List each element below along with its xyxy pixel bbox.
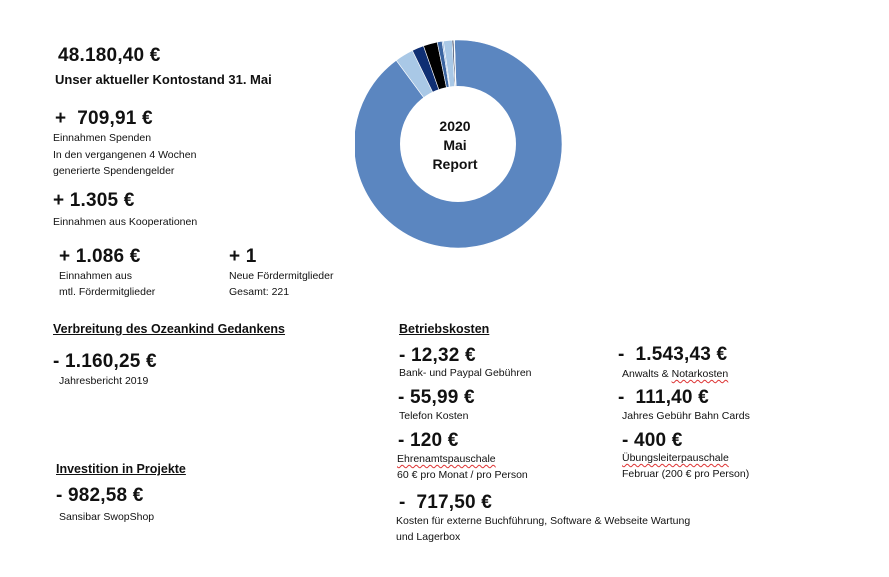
telefon-amount: - 55,99 €	[398, 387, 475, 408]
report-title: Report	[432, 156, 478, 172]
telefon-label: Telefon Kosten	[399, 410, 469, 422]
kooperationen-amount: + 1.305 €	[53, 190, 135, 211]
anwalt-amount: - 1.543,43 €	[618, 344, 728, 365]
bahn-label: Jahres Gebühr Bahn Cards	[622, 410, 750, 422]
bahn-amount: - 111,40 €	[618, 387, 709, 408]
verbreitung-amount: - 1.160,25 €	[53, 351, 157, 372]
foerdermitglieder-neu-label-2: Gesamt: 221	[229, 286, 290, 298]
investition-label: Sansibar SwopShop	[59, 511, 155, 523]
ehrenamt-label: Ehrenamtspauschale	[397, 453, 496, 465]
uebungsleiter-amount: - 400 €	[622, 430, 683, 451]
extern-label-1: Kosten für externe Buchführung, Software & Webseite Wartung	[396, 515, 691, 527]
verbreitung-label: Jahresbericht 2019	[59, 375, 149, 387]
kontostand-label: Unser aktueller Kontostand 31. Mai	[55, 72, 272, 87]
bank-amount: - 12,32 €	[399, 345, 476, 366]
spenden-note-2: generierte Spendengelder	[53, 165, 175, 177]
spenden-amount: + 709,91 €	[55, 108, 153, 129]
foerdermitglieder-einnahmen-label-1: Einnahmen aus	[59, 270, 132, 282]
report-month: Mai	[443, 137, 467, 153]
spenden-note-1: In den vergangenen 4 Wochen	[53, 149, 197, 161]
uebungsleiter-label: Übungsleiterpauschale	[622, 452, 729, 464]
report-donut-chart	[355, 33, 577, 255]
ehrenamt-amount: - 120 €	[398, 430, 459, 451]
anwalt-label-part-1: Anwalts &	[622, 368, 672, 380]
ehrenamt-note: 60 € pro Monat / pro Person	[397, 469, 528, 481]
foerdermitglieder-neu-label-1: Neue Fördermitglieder	[229, 270, 334, 282]
anwalt-label	[622, 366, 728, 382]
anwalt-label-part-2: Notarkosten	[671, 368, 729, 380]
foerdermitglieder-einnahmen-amount: + 1.086 €	[59, 246, 141, 267]
spenden-label: Einnahmen Spenden	[53, 132, 152, 144]
extern-amount: - 717,50 €	[399, 492, 493, 513]
extern-label-2: und Lagerbox	[396, 531, 461, 543]
report-year: 2020	[439, 118, 471, 134]
uebungsleiter-note: Februar (200 € pro Person)	[622, 468, 750, 480]
betriebskosten-heading: Betriebskosten	[399, 322, 490, 336]
bank-label: Bank- und Paypal Gebühren	[399, 367, 532, 379]
verbreitung-heading: Verbreitung des Ozeankind Gedankens	[53, 322, 286, 336]
kontostand-amount: 48.180,40 €	[58, 45, 161, 66]
foerdermitglieder-einnahmen-label-2: mtl. Fördermitglieder	[59, 286, 156, 298]
investition-heading: Investition in Projekte	[56, 462, 186, 476]
kooperationen-label: Einnahmen aus Kooperationen	[53, 216, 198, 228]
foerdermitglieder-neu-amount: + 1	[229, 246, 257, 267]
investition-amount: - 982,58 €	[56, 485, 144, 506]
